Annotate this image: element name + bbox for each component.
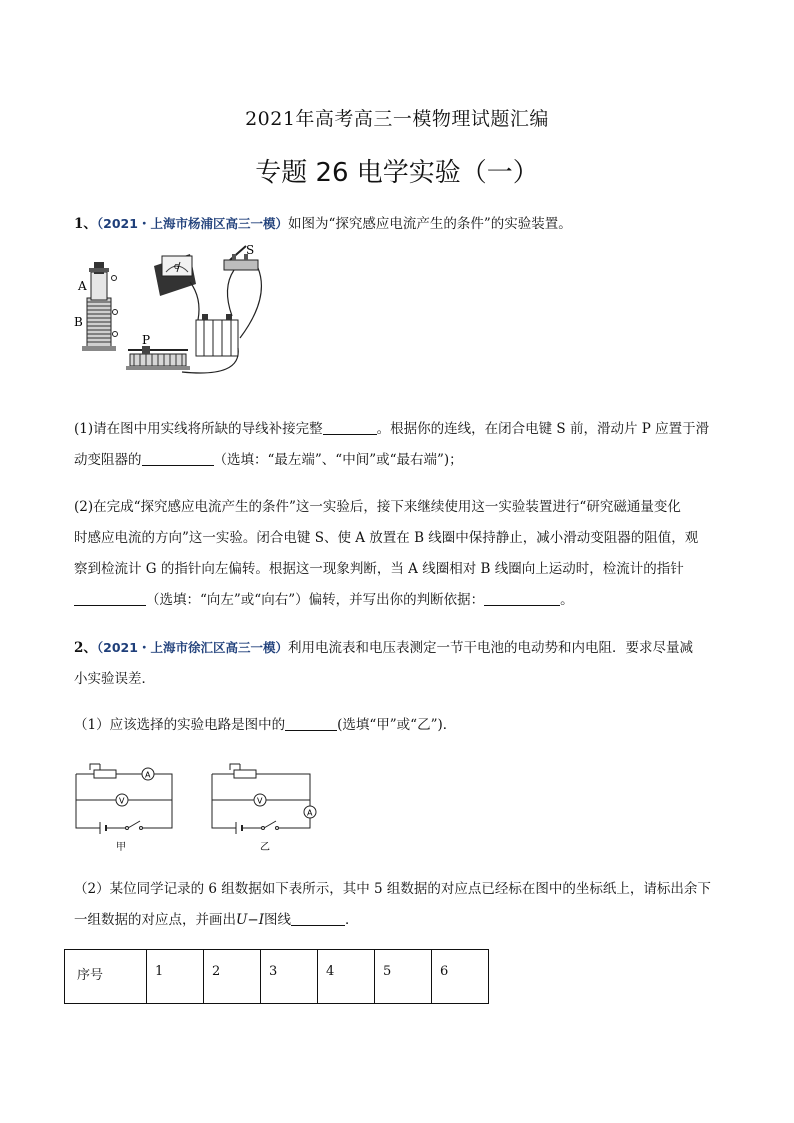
- q1-blank-3[interactable]: [74, 591, 146, 606]
- q2-part2-text-a: （2）某位同学记录的 6 组数据如下表所示，其中 5 组数据的对应点已经标在图中的坐标纸上，请标出余下: [74, 881, 711, 897]
- q2-number: 2、: [74, 640, 97, 656]
- q1-stem: [74, 208, 724, 240]
- label-g: G: [174, 263, 180, 271]
- q2-part2-text-c: 图线: [264, 912, 292, 928]
- q1-part2-text-b: 时感应电流的方向”这一实验。闭合电键 S、使 A 放置在 B 线圈中保持静止，减小滑动变阻器的阻值，观: [74, 530, 699, 546]
- q1-part2-text-a: (2)在完成“探究感应电流产生的条件”这一实验后，接下来继续使用这一实验装置进行“研究磁通量变化: [74, 499, 681, 515]
- table-cell: 4: [318, 950, 375, 1004]
- circuit-jia-diagram: [70, 760, 180, 852]
- q2-source: （2021・上海市徐汇区高三一模）: [96, 640, 288, 655]
- q2-blank-2[interactable]: [291, 911, 345, 926]
- label-p: P: [142, 333, 151, 347]
- q1-stem-text: 如图为“探究感应电流产生的条件”的实验装置。: [287, 216, 572, 232]
- table-header-cell: 序号: [65, 950, 147, 1004]
- q1-part2: [74, 492, 724, 616]
- circuit-yi-label: 乙: [260, 842, 270, 852]
- q2-ui-symbol: U−I: [236, 912, 265, 928]
- rheostat-symbol: [234, 770, 256, 778]
- q1-blank-2[interactable]: [142, 451, 214, 466]
- page-title: 专题 26 电学实验（一）: [255, 158, 539, 188]
- table-cell: 2: [204, 950, 261, 1004]
- table-cell: 3: [261, 950, 318, 1004]
- data-table: [64, 949, 489, 1004]
- q1-part1-text-d: （选填：“最左端”、“中间”或“最右端”)；: [213, 452, 463, 468]
- q2-stem-text-a: 利用电流表和电压表测定一节干电池的电动势和内电阻．要求尽量减: [287, 640, 693, 656]
- ammeter-label: A: [145, 770, 151, 780]
- q2-part2-text-d: ．: [345, 912, 359, 928]
- galvanometer-icon: [154, 254, 196, 296]
- q1-part2-text-e: 。: [560, 592, 574, 608]
- q2-part2-text-b: 一组数据的对应点，并画出: [74, 912, 236, 928]
- voltmeter-label: V: [119, 796, 125, 806]
- rheostat-symbol: [94, 770, 116, 778]
- q2-stem-text-b: 小实验误差．: [74, 671, 155, 687]
- voltmeter-label: V: [257, 796, 263, 806]
- q2-part2: [74, 874, 724, 936]
- q1-number: 1、: [74, 216, 97, 232]
- table-cell: 1: [147, 950, 204, 1004]
- q1-part1: [74, 414, 724, 476]
- coil-a-icon: [91, 272, 107, 300]
- q1-part2-text-d: （选填：“向左”或“向右”）偏转，并写出你的判断依据：: [146, 592, 485, 608]
- q1-blank-4[interactable]: [484, 591, 560, 606]
- q1-blank-1[interactable]: [323, 420, 377, 435]
- label-s: S: [246, 243, 255, 257]
- q1-part2-text-c: 察到检流计 G 的指针向左偏转。根据这一现象判断，当 A 线圈相对 B 线圈向上运动时，检流计的指针: [74, 561, 684, 577]
- q2-stem: [74, 632, 724, 695]
- q2-part1: [74, 710, 724, 741]
- series-header: 2021年高考高三一模物理试题汇编: [245, 108, 549, 130]
- ammeter-label: A: [307, 808, 313, 818]
- q1-part1-text-c: 动变阻器的: [74, 452, 142, 468]
- q1-apparatus-figure: [72, 238, 272, 386]
- q1-source: （2021・上海市杨浦区高三一模）: [96, 216, 288, 231]
- q2-blank-1[interactable]: [285, 716, 337, 731]
- table-cell: 6: [432, 950, 489, 1004]
- q1-part1-text-a: (1)请在图中用实线将所缺的导线补接完整: [74, 421, 323, 437]
- q1-part1-text-b: 。根据你的连线，在闭合电键 S 前，滑动片 P 应置于滑: [376, 421, 710, 437]
- label-b: B: [74, 315, 83, 329]
- circuit-yi-diagram: [206, 760, 324, 852]
- q2-part1-text-b: (选填“甲”或“乙”)．: [337, 717, 457, 733]
- table-cell: 5: [375, 950, 432, 1004]
- rheostat-icon: [126, 346, 190, 370]
- label-a: A: [78, 279, 87, 293]
- q2-part1-text-a: （1）应该选择的实验电路是图中的: [74, 717, 286, 733]
- battery-icon: [196, 314, 238, 356]
- circuit-jia-label: 甲: [116, 842, 126, 852]
- table-row: [65, 950, 489, 1004]
